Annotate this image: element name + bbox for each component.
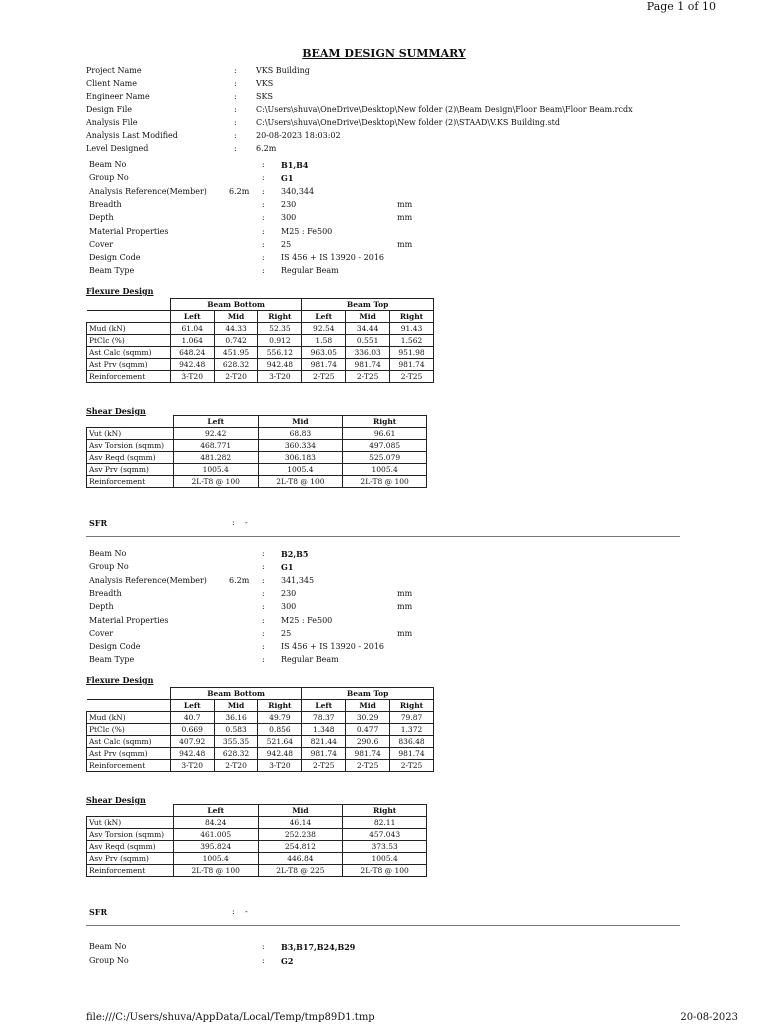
project-value: VKS [256,79,274,88]
table-cell: 0.742 [214,335,258,347]
table-cell: 46.14 [258,817,343,829]
beam-info-value: 300 [281,602,297,612]
beam-info-row [0,213,768,223]
project-row [0,92,768,102]
table-cell: 79.87 [390,712,434,724]
table-cell: 355.35 [214,736,258,748]
colon: : [262,226,265,236]
table-cell: 2-T25 [302,760,346,772]
table-cell: 91.43 [390,323,434,335]
table-cell: 981.74 [390,359,434,371]
beam-info-row [0,240,768,250]
table-cell: 290.6 [346,736,390,748]
beam-info-row [0,200,768,210]
table-row [87,829,427,841]
beam-info-label: Beam Type [89,266,135,276]
colon: : [234,131,237,140]
shear-table [86,804,427,877]
colon: : [262,655,265,665]
flexure-table [86,298,434,383]
colon: : [262,213,265,223]
colon: : [262,562,265,572]
flexure-heading: Flexure Design [86,286,154,296]
table-cell: 0.551 [346,335,390,347]
table-cell: 2-T25 [390,371,434,383]
unit-label: mm [397,588,413,598]
table-cell: 981.74 [302,359,346,371]
table-cell: 0.856 [258,724,302,736]
table-row [87,736,434,748]
beam-info-label: Breadth [89,588,122,598]
colon: : [234,79,237,88]
beam-info-row [0,655,768,665]
table-cell: 942.48 [258,748,302,760]
beam-info-row [0,956,768,966]
colon: : [262,942,265,951]
table-row [87,347,434,359]
table-cell: 2L-T8 @ 100 [343,476,427,488]
table-row [87,724,434,736]
table-cell: 0.669 [170,724,214,736]
unit-label: mm [397,199,413,209]
beam-info-row [0,629,768,639]
beam-info-row [0,942,768,952]
beam-info-row [0,173,768,183]
table-cell: 648.24 [170,347,214,359]
beam-info-label: Material Properties [89,226,169,236]
beam-info-value: B3,B17,B24,B29 [281,942,356,952]
table-cell: 40.7 [170,712,214,724]
beam-info-value: M25 : Fe500 [281,226,333,236]
colon: : [262,628,265,638]
row-label: Reinforcement [87,865,174,877]
table-row [87,853,427,865]
colon: : [262,173,265,183]
row-label: Mud (kN) [87,712,171,724]
shear-heading: Shear Design [86,406,146,416]
colon: : [234,66,237,75]
row-label: PtClc (%) [87,724,171,736]
sfr-value: - [245,907,248,916]
beam-top-header: Beam Top [302,688,434,700]
colon: : [262,642,265,652]
level-value: 6.2m [229,575,250,585]
column-header: Left [173,805,258,817]
beam-info-label: Beam No [89,160,127,169]
table-cell: 44.33 [214,323,258,335]
beam-bottom-header: Beam Bottom [170,299,302,311]
table-row [87,440,427,452]
sfr-value: - [245,518,248,527]
beam-info-row [0,253,768,263]
project-label: Project Name [86,66,142,75]
column-header: Right [343,416,427,428]
project-row [0,66,768,76]
table-cell: 1.58 [302,335,346,347]
table-cell: 3-T20 [258,371,302,383]
column-header: Mid [258,805,343,817]
project-row [0,118,768,128]
table-cell: 3-T20 [258,760,302,772]
beam-info-value: M25 : Fe500 [281,615,333,625]
table-cell: 1005.4 [258,464,343,476]
beam-info-row [0,642,768,652]
table-cell: 61.04 [170,323,214,335]
beam-info-row [0,562,768,572]
table-cell: 3-T20 [170,371,214,383]
project-label: Design File [86,105,133,114]
table-cell: 525.079 [343,452,427,464]
table-cell: 457.043 [343,829,427,841]
colon: : [262,160,265,169]
table-row [87,748,434,760]
table-cell: 951.98 [390,347,434,359]
table-cell: 981.74 [390,748,434,760]
table-cell: 254.812 [258,841,343,853]
beam-info-row [0,187,768,197]
beam-info-value: 341,345 [281,575,315,585]
beam-info-value: B2,B5 [281,549,309,559]
table-cell: 1005.4 [173,464,258,476]
table-cell: 96.61 [343,428,427,440]
row-label: Reinforcement [87,760,171,772]
flexure-table [86,687,434,772]
table-row [87,464,427,476]
beam-info-label: Group No [89,562,129,572]
beam-info-row [0,160,768,170]
project-row [0,105,768,115]
table-cell: 821.44 [302,736,346,748]
table-cell: 1.348 [302,724,346,736]
beam-info-value: G1 [281,173,294,184]
table-cell: 78.37 [302,712,346,724]
table-cell: 407.92 [170,736,214,748]
colon: : [234,118,237,127]
project-value: SKS [256,92,273,101]
project-row [0,131,768,141]
beam-info-label: Breadth [89,199,122,209]
table-cell: 0.477 [346,724,390,736]
column-header: Right [390,700,434,712]
colon: : [262,615,265,625]
table-row [87,371,434,383]
beam-info-label: Beam Type [89,655,135,665]
blank-cell [87,688,171,700]
colon: : [262,956,265,965]
row-label: Asv Prv (sqmm) [87,853,174,865]
row-label: Ast Prv (sqmm) [87,359,171,371]
table-row [87,712,434,724]
column-header: Right [258,700,302,712]
unit-label: mm [397,628,413,638]
sfr-label: SFR [89,907,108,917]
beam-info-value: B1,B4 [281,160,309,170]
beam-info-value: IS 456 + IS 13920 - 2016 [281,253,385,263]
beam-info-label: Group No [89,173,129,183]
blank-cell [87,299,171,311]
beam-info-value: 230 [281,199,297,209]
colon: : [262,575,265,585]
table-cell: 981.74 [346,359,390,371]
beam-info-value: 300 [281,213,297,223]
beam-info-row [0,589,768,599]
beam-info-value: 340,344 [281,186,315,196]
table-cell: 451.95 [214,347,258,359]
beam-info-row [0,549,768,559]
table-cell: 497.085 [343,440,427,452]
row-label: Reinforcement [87,476,174,488]
project-label: Engineer Name [86,92,150,101]
print-date: 20-08-2023 [680,1012,738,1023]
table-cell: 481.282 [173,452,258,464]
colon: : [262,186,265,196]
project-label: Analysis File [86,118,138,127]
beam-info-row [0,576,768,586]
sfr-row [0,518,768,528]
page-title: BEAM DESIGN SUMMARY [302,47,466,60]
row-label: Asv Reqd (sqmm) [87,841,174,853]
column-header: Right [343,805,427,817]
beam-info-value: Regular Beam [281,266,339,276]
table-cell: 556.12 [258,347,302,359]
column-header: Left [302,311,346,323]
table-cell: 1005.4 [173,853,258,865]
colon: : [262,199,265,209]
row-label: Asv Torsion (sqmm) [87,440,174,452]
colon: : [262,588,265,598]
project-label: Level Designed [86,144,149,153]
table-cell: 2L-T8 @ 100 [258,476,343,488]
table-cell: 34.44 [346,323,390,335]
shear-table [86,415,427,488]
colon: : [262,602,265,612]
table-cell: 942.48 [170,359,214,371]
beam-info-value: Regular Beam [281,655,339,665]
table-cell: 395.824 [173,841,258,853]
project-value: 6.2m [256,144,277,153]
table-cell: 336.03 [346,347,390,359]
table-cell: 461.005 [173,829,258,841]
colon: : [234,144,237,153]
beam-info-row [0,227,768,237]
project-row [0,79,768,89]
colon: : [262,239,265,249]
beam-info-row [0,616,768,626]
beam-info-label: Cover [89,239,114,249]
column-header: Left [170,700,214,712]
beam-info-value: IS 456 + IS 13920 - 2016 [281,642,385,652]
sfr-row [0,907,768,917]
project-value: 20-08-2023 18:03:02 [256,131,341,140]
table-cell: 2-T25 [346,760,390,772]
table-cell: 360.334 [258,440,343,452]
file-path: file:///C:/Users/shuva/AppData/Local/Temp/tmp89D1.tmp [86,1012,375,1023]
blank-cell [87,805,174,817]
table-cell: 373.53 [343,841,427,853]
row-label: Reinforcement [87,371,171,383]
beam-bottom-header: Beam Bottom [170,688,302,700]
beam-info-value: 25 [281,628,292,638]
table-cell: 1.562 [390,335,434,347]
beam-info-value: 25 [281,239,292,249]
table-cell: 2L-T8 @ 225 [258,865,343,877]
table-cell: 2-T20 [214,371,258,383]
project-label: Client Name [86,79,137,88]
colon: : [232,907,235,916]
column-header: Left [302,700,346,712]
table-cell: 521.64 [258,736,302,748]
row-label: PtClc (%) [87,335,171,347]
table-cell: 82.11 [343,817,427,829]
beam-info-label: Material Properties [89,615,169,625]
beam-top-header: Beam Top [302,299,434,311]
table-row [87,335,434,347]
project-value: C:\Users\shuva\OneDrive\Desktop\New folder (2)\Beam Design\Floor Beam\Floor Beam.rcdx [256,105,633,114]
table-cell: 2L-T8 @ 100 [343,865,427,877]
shear-heading: Shear Design [86,795,146,805]
beam-info-label: Analysis Reference(Member) [89,186,207,196]
colon: : [262,253,265,263]
table-cell: 0.912 [258,335,302,347]
row-label: Asv Torsion (sqmm) [87,829,174,841]
row-label: Ast Calc (sqmm) [87,347,171,359]
table-cell: 306.183 [258,452,343,464]
column-header: Mid [346,311,390,323]
table-cell: 3-T20 [170,760,214,772]
table-cell: 92.42 [173,428,258,440]
table-cell: 942.48 [170,748,214,760]
row-label: Ast Calc (sqmm) [87,736,171,748]
colon: : [234,105,237,114]
project-value: VKS Building [256,66,310,75]
flexure-heading: Flexure Design [86,675,154,685]
page-number: Page 1 of 10 [646,0,716,13]
column-header: Right [258,311,302,323]
row-label: Ast Prv (sqmm) [87,748,171,760]
beam-info-row [0,266,768,276]
colon: : [232,518,235,527]
table-cell: 2-T20 [214,760,258,772]
table-row [87,760,434,772]
table-cell: 468.771 [173,440,258,452]
table-cell: 49.79 [258,712,302,724]
table-cell: 628.32 [214,359,258,371]
project-value: C:\Users\shuva\OneDrive\Desktop\New folder (2)\STAAD\V.KS Building.std [256,118,561,127]
table-row [87,428,427,440]
table-row [87,452,427,464]
unit-label: mm [397,239,413,249]
unit-label: mm [397,213,413,223]
table-row [87,817,427,829]
beam-info-row [0,602,768,612]
table-cell: 2-T25 [390,760,434,772]
beam-info-value: 230 [281,588,297,598]
beam-info-label: Beam No [89,942,127,951]
project-row [0,144,768,154]
row-label: Mud (kN) [87,323,171,335]
table-cell: 36.16 [214,712,258,724]
table-cell: 1.064 [170,335,214,347]
table-cell: 92.54 [302,323,346,335]
row-label: Vut (kN) [87,428,174,440]
colon: : [262,549,265,558]
table-cell: 836.48 [390,736,434,748]
table-cell: 446.84 [258,853,343,865]
table-cell: 252.238 [258,829,343,841]
table-cell: 2L-T8 @ 100 [173,865,258,877]
table-cell: 0.583 [214,724,258,736]
table-cell: 68.83 [258,428,343,440]
table-row [87,323,434,335]
column-header: Mid [214,700,258,712]
beam-info-value: G2 [281,956,294,966]
beam-info-label: Design Code [89,642,141,652]
table-cell: 30.29 [346,712,390,724]
beam-info-label: Group No [89,956,129,965]
column-header: Mid [214,311,258,323]
project-label: Analysis Last Modified [86,131,178,140]
table-row [87,841,427,853]
row-label: Vut (kN) [87,817,174,829]
colon: : [262,266,265,276]
column-header: Mid [346,700,390,712]
column-header: Left [173,416,258,428]
row-label: Asv Reqd (sqmm) [87,452,174,464]
table-cell: 981.74 [346,748,390,760]
table-cell: 84.24 [173,817,258,829]
table-cell: 52.35 [258,323,302,335]
blank-cell [87,700,171,712]
unit-label: mm [397,602,413,612]
table-cell: 1005.4 [343,464,427,476]
level-value: 6.2m [229,186,250,196]
table-cell: 628.32 [214,748,258,760]
beam-info-value: G1 [281,562,294,573]
beam-info-label: Cover [89,628,114,638]
table-cell: 2-T25 [346,371,390,383]
beam-info-label: Depth [89,213,114,223]
blank-cell [87,416,174,428]
table-cell: 1.372 [390,724,434,736]
table-cell: 2L-T8 @ 100 [173,476,258,488]
beam-info-label: Beam No [89,549,127,558]
table-cell: 2-T25 [302,371,346,383]
table-cell: 981.74 [302,748,346,760]
row-label: Asv Prv (sqmm) [87,464,174,476]
section-divider [86,536,680,537]
table-cell: 1005.4 [343,853,427,865]
column-header: Left [170,311,214,323]
table-row [87,865,427,877]
colon: : [234,92,237,101]
column-header: Right [390,311,434,323]
beam-info-label: Analysis Reference(Member) [89,575,207,585]
blank-cell [87,311,171,323]
table-cell: 942.48 [258,359,302,371]
table-row [87,476,427,488]
beam-info-label: Depth [89,602,114,612]
section-divider [86,925,680,926]
sfr-label: SFR [89,518,108,528]
beam-info-label: Design Code [89,253,141,263]
table-cell: 963.05 [302,347,346,359]
column-header: Mid [258,416,343,428]
table-row [87,359,434,371]
